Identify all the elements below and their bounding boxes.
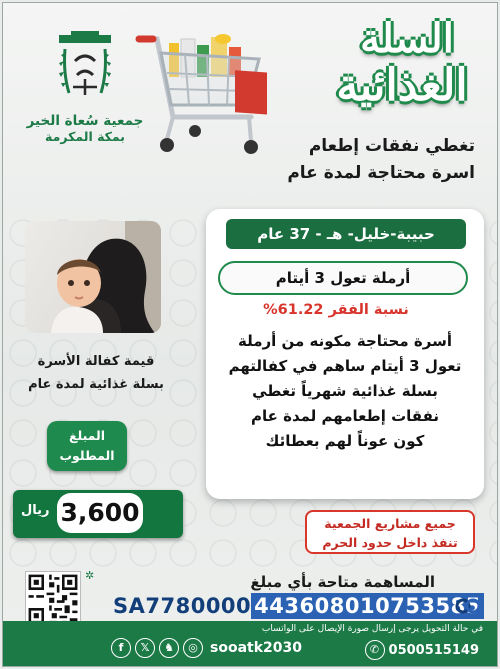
snapchat-icon[interactable]: ♞ [159, 638, 179, 658]
donation-qr-code[interactable] [25, 571, 81, 627]
contribution-text: المساهمة متاحة بأي مبلغ [250, 573, 435, 591]
projects-note [305, 510, 475, 554]
social-handle[interactable]: sooatk2030 [210, 640, 302, 656]
bank-logo-icon [455, 594, 481, 618]
headline-line1: السلة [360, 15, 454, 62]
org-city: بمكة المكرمة [45, 129, 125, 144]
license-mark-icon: ✲ [85, 569, 95, 582]
mother-child-illustration-icon [25, 221, 161, 333]
headline-sub1: تغطي نفقات إطعام [308, 136, 475, 156]
amount-value: 3,600 [57, 493, 143, 533]
amount-label-line1: المبلغ [68, 428, 106, 443]
case-description-line: أسرة محتاجة مكونه من أرملة [238, 332, 452, 350]
case-card [206, 209, 484, 499]
headline-sub2: اسرة محتاجة لمدة عام [287, 163, 475, 183]
family-photo [25, 221, 161, 333]
case-description-line: بسلة غذائية شهرياً تغطي [252, 382, 438, 400]
case-description [216, 329, 474, 454]
facebook-icon[interactable]: f [111, 638, 131, 658]
case-status: أرملة تعول 3 أيتام [218, 261, 468, 295]
amount-label-line2: المطلوب [59, 448, 115, 463]
amount-box [13, 490, 183, 538]
x-icon[interactable]: 𝕏 [135, 638, 155, 658]
org-name: جمعية سُعاة الخير [26, 113, 144, 129]
poverty-rate: نسبة الفقر 61.22% [263, 302, 409, 318]
flyer [2, 2, 498, 667]
projects-note-line2: تنفذ داخل حدود الحرم [322, 535, 458, 550]
logo-emblem-icon [45, 31, 125, 111]
social-links [111, 638, 302, 658]
org-logo [25, 31, 145, 144]
sponsorship-line2: بسلة غذائية لمدة عام [28, 377, 164, 392]
amount-currency: ريال [21, 503, 50, 518]
iban-prefix: SA7780000 [113, 594, 252, 618]
footer-bar [3, 621, 498, 666]
phone-number: 0500515149 [388, 642, 479, 658]
iban[interactable] [113, 593, 484, 619]
transfer-note: في حالة التحويل يرجى إرسال صورة الإيصال على الواتساب [261, 624, 483, 634]
iban-number: 443608010753585 [251, 593, 484, 619]
projects-note-line1: جميع مشاريع الجمعية [324, 516, 456, 531]
amount-label [47, 421, 127, 471]
instagram-icon[interactable]: ◎ [183, 638, 203, 658]
case-name: حبيبة-خليل- هـ - 37 عام [226, 219, 466, 249]
whatsapp-icon: ✆ [365, 640, 385, 660]
headline-line2: الغذائية [336, 60, 468, 111]
case-description-line: نفقات إطعامهم لمدة عام [251, 407, 439, 425]
phone-contact[interactable] [365, 640, 479, 660]
case-description-line: تعول 3 أيتام ساهم في كفالتهم [228, 357, 462, 375]
case-description-line: كون عوناً لهم بعطائك [265, 432, 425, 450]
sponsorship-line1: قيمة كفالة الأسرة [37, 354, 155, 369]
